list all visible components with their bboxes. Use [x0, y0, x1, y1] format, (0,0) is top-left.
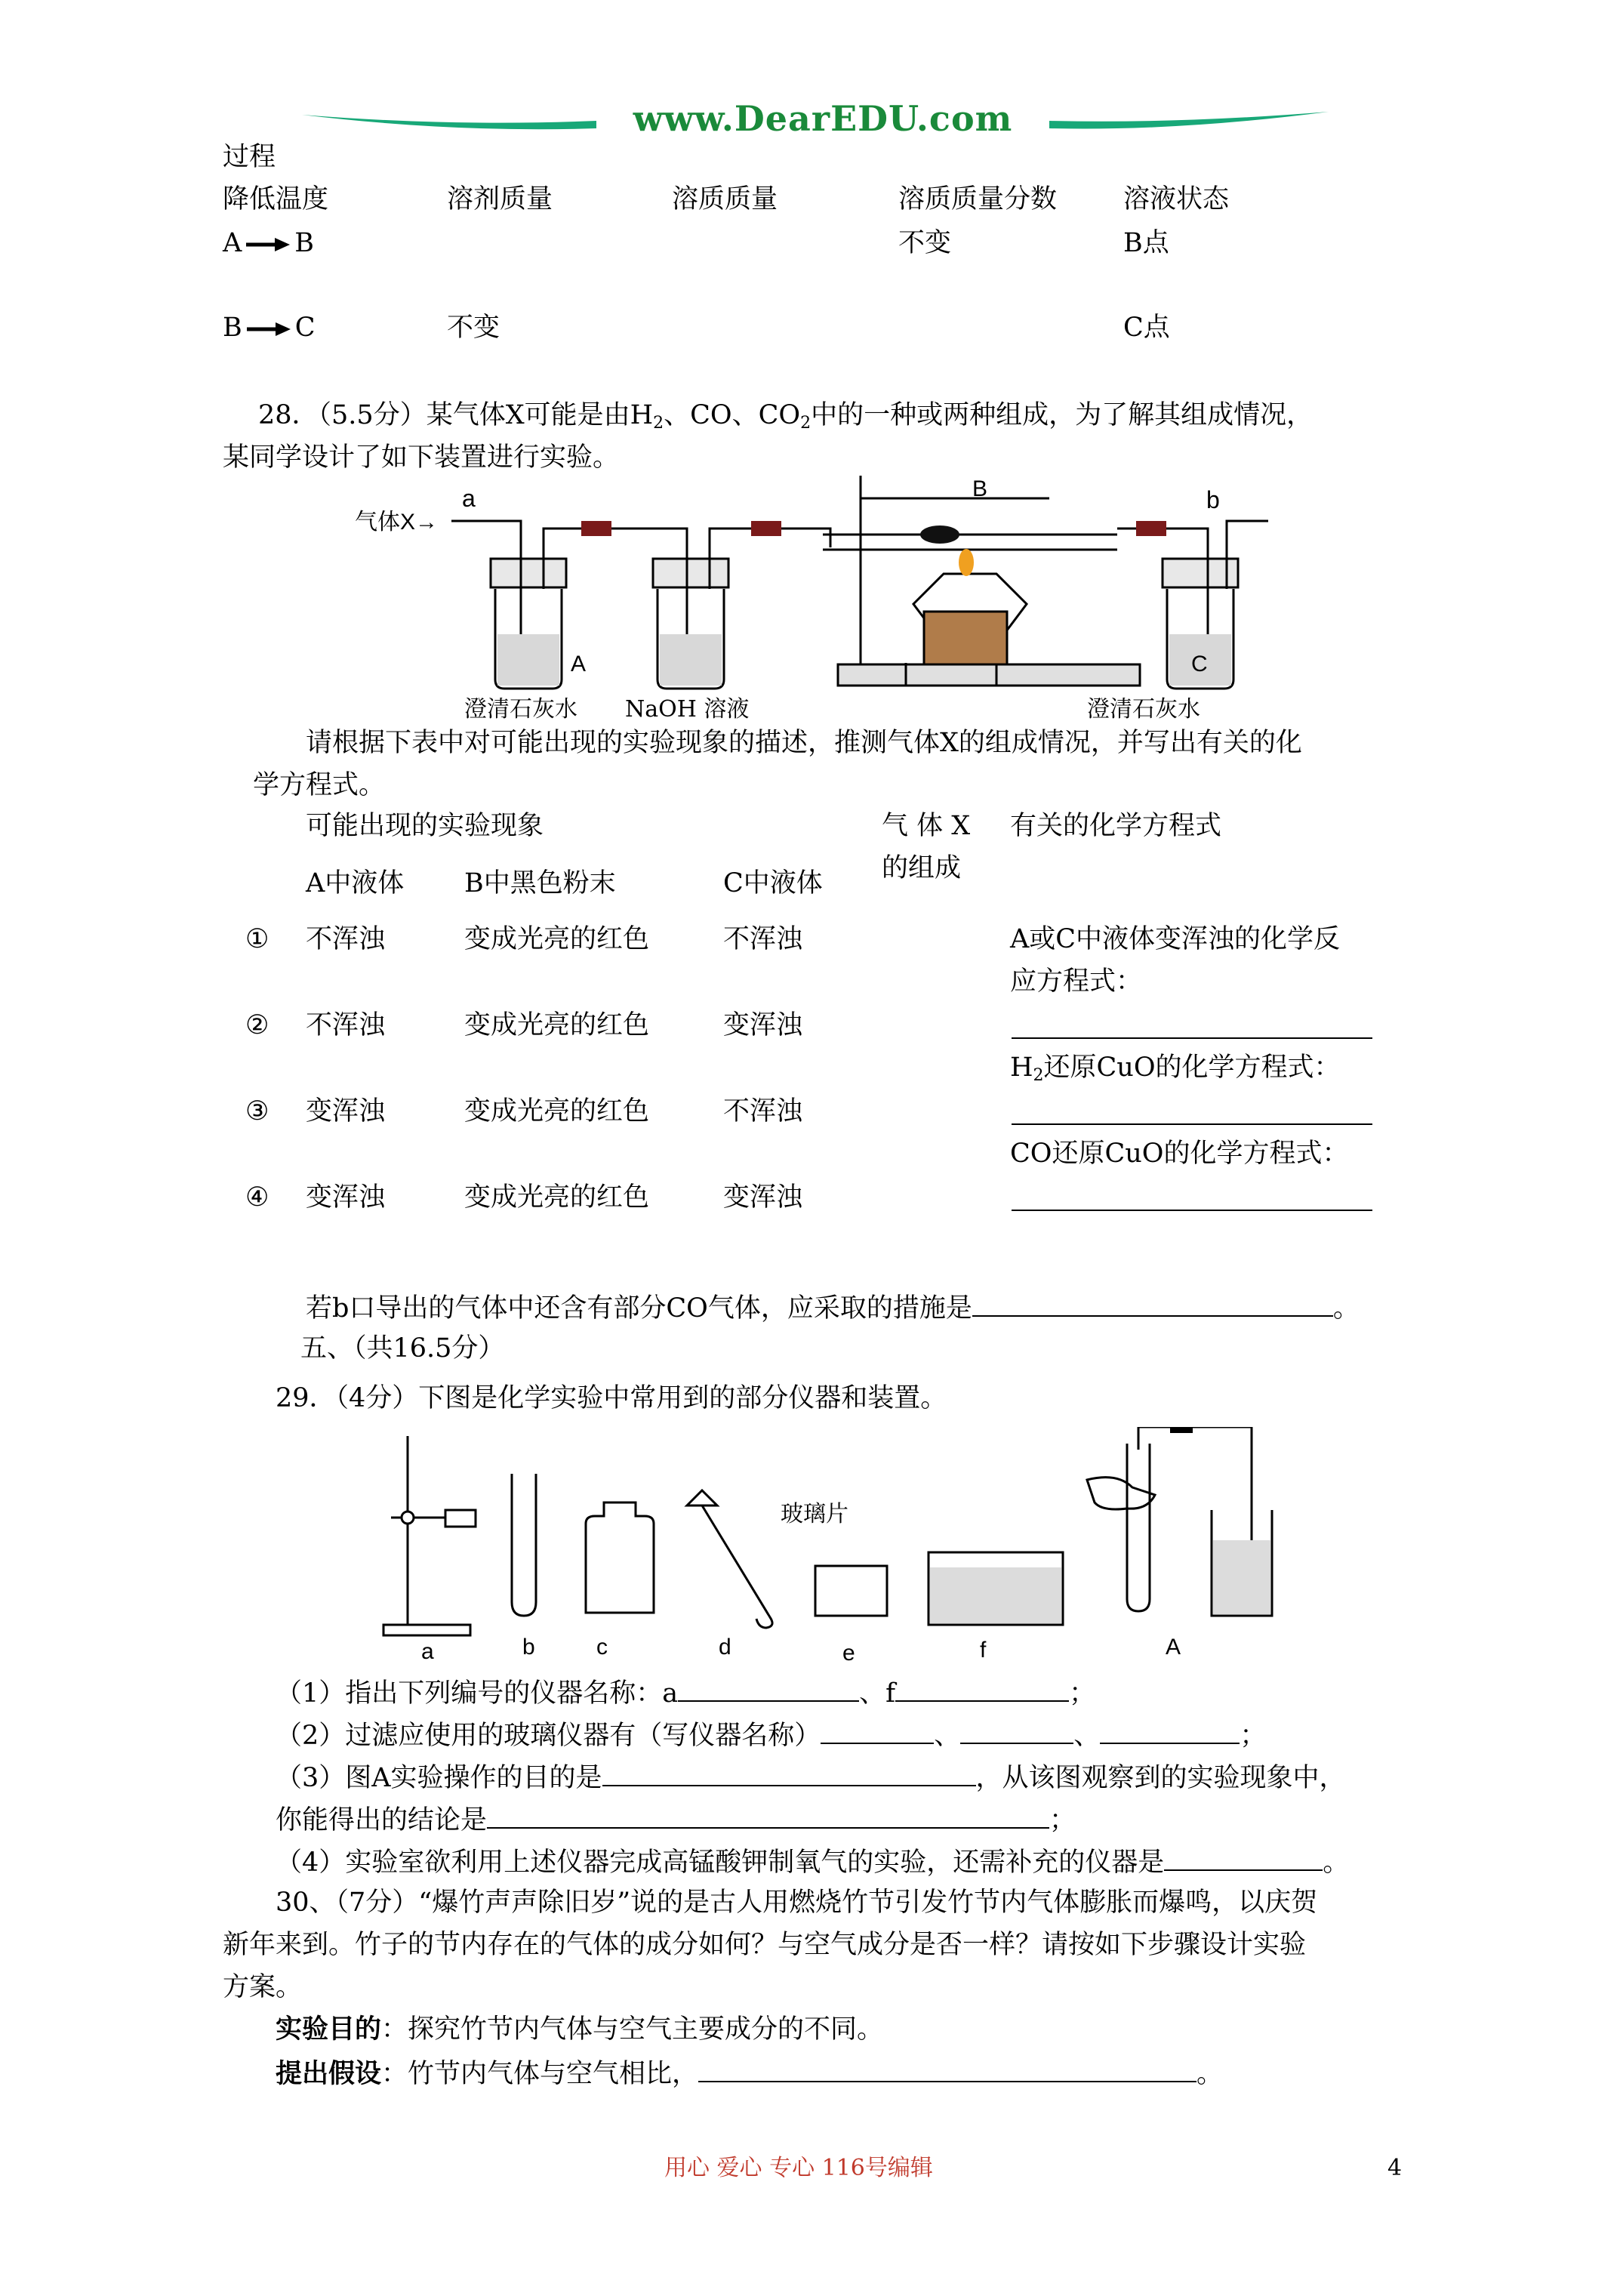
t2-row2-n: ② [245, 1010, 269, 1040]
t2-row1-b: 变成光亮的红色 [464, 924, 650, 954]
q30-hypothesis: 提出假设：竹节内气体与空气相比， 。 [276, 2055, 1223, 2091]
header-banner [302, 98, 1329, 143]
q29-part2: （2）过滤应使用的玻璃仪器有（写仪器名称） 、 、 ； [276, 1717, 1266, 1752]
t2-row3-c: 不浑浊 [723, 1096, 803, 1126]
glass-plate-label: 玻璃片 [781, 1502, 848, 1527]
process-label: 过程 [223, 142, 276, 172]
caption-limewater-2: 澄清石灰水 [1087, 696, 1200, 723]
blank-conclusion[interactable] [487, 1801, 1049, 1829]
inst-label-a: a [421, 1639, 434, 1664]
t2-row4-n: ④ [245, 1182, 269, 1213]
t2-row3-n: ③ [245, 1096, 269, 1126]
blank-hypothesis[interactable] [698, 2055, 1196, 2082]
t1-row1-fraction: 不变 [898, 228, 952, 258]
page-number: 4 [1387, 2155, 1403, 2181]
t2-row3-a: 变浑浊 [306, 1096, 386, 1126]
q30-line2: 新年来到。竹子的节内存在的气体的成分如何？与空气成分是否一样？请按如下步骤设计实验 [223, 1930, 1307, 1960]
section-5-title: 五、（共16.5分） [300, 1333, 505, 1364]
q28-measure: 若b口导出的气体中还含有部分CO气体，应采取的措施是 。 [306, 1290, 1360, 1325]
inst-label-c: c [596, 1635, 608, 1660]
t2-row4-a: 变浑浊 [306, 1182, 386, 1213]
q30-aim: 实验目的：探究竹节内气体与空气主要成分的不同。 [276, 2014, 884, 2045]
blank-f[interactable] [895, 1675, 1069, 1702]
q30-line3: 方案。 [223, 1972, 303, 2002]
caption-naoh: NaOH 溶液 [625, 696, 750, 723]
q29-part3-b: 你能得出的结论是 ； [276, 1801, 1076, 1837]
instruments-diagram [370, 1427, 1313, 1646]
t2-row3-b: 变成光亮的红色 [464, 1096, 650, 1126]
caption-limewater-1: 澄清石灰水 [464, 696, 577, 723]
eq2-label: $H_2$还原CuO的化学方程式： [1010, 1052, 1341, 1085]
tube-b-label: B [972, 476, 988, 501]
q29-part3: （3）图A实验操作的目的是 ，从该图观察到的实验现象中， [276, 1759, 1346, 1795]
t2-row4-c: 变浑浊 [723, 1182, 803, 1213]
footer-text: 用心 爱心 专心 116号编辑 [664, 2155, 933, 2181]
bottle-a-label: A [571, 652, 587, 676]
t1-h2: 溶质质量 [672, 184, 778, 214]
t2-row2-c: 变浑浊 [723, 1010, 803, 1040]
eq3-label: CO还原CuO的化学方程式： [1010, 1139, 1349, 1169]
bottle-c-label: C [1191, 652, 1208, 676]
t1-row2-state: C点 [1123, 313, 1170, 343]
inst-label-f: f [980, 1638, 987, 1663]
t2-row1-c: 不浑浊 [723, 924, 803, 954]
t1-row2-solvent: 不变 [447, 313, 500, 343]
inst-label-b: b [522, 1635, 535, 1660]
t1-h1: 溶剂质量 [447, 184, 553, 214]
t1-h3: 溶质质量分数 [898, 184, 1058, 214]
q28-instruction-2: 学方程式。 [253, 770, 386, 800]
site-title[interactable]: www.DearEDU.com [633, 98, 1013, 139]
t2-row1-n: ① [245, 924, 269, 954]
t1-h4: 溶液状态 [1123, 184, 1230, 214]
right-arrow-icon [245, 322, 292, 337]
eq1-blank[interactable] [1012, 1037, 1372, 1039]
blank-extra-instrument[interactable] [1164, 1844, 1323, 1871]
measure-blank[interactable] [972, 1290, 1333, 1317]
t2-h-comp1: 气 体 X [882, 811, 971, 841]
t2-sub-c: C中液体 [723, 868, 823, 898]
t2-row2-a: 不浑浊 [306, 1010, 386, 1040]
eq2-blank[interactable] [1012, 1123, 1372, 1125]
right-arrow-icon [245, 237, 291, 252]
blank-glass-2[interactable] [960, 1717, 1073, 1744]
q29-part1: （1）指出下列编号的仪器名称：a 、f ； [276, 1675, 1095, 1710]
t1-h0: 降低温度 [223, 184, 329, 214]
t2-h-eq: 有关的化学方程式 [1010, 811, 1222, 841]
inst-label-d: d [719, 1635, 731, 1660]
t2-row4-b: 变成光亮的红色 [464, 1182, 650, 1213]
t2-row1-a: 不浑浊 [306, 924, 386, 954]
blank-purpose[interactable] [602, 1759, 976, 1786]
blank-a[interactable] [678, 1675, 859, 1702]
t2-sub-a: A中液体 [306, 868, 405, 898]
t2-h-comp2: 的组成 [882, 853, 962, 883]
gas-x-label: 气体X→ [355, 510, 439, 535]
blank-glass-3[interactable] [1100, 1717, 1240, 1744]
inst-label-A: A [1166, 1635, 1181, 1660]
t1-row1-process: A B [223, 228, 315, 258]
q30-line1: 30、（7分）“爆竹声声除旧岁”说的是古人用燃烧竹节引发竹节内气体膨胀而爆鸣，以庆贺 [276, 1888, 1318, 1918]
q28-instruction-1: 请根据下表中对可能出现的实验现象的描述，推测气体X的组成情况，并写出有关的化 [306, 728, 1302, 758]
q28-line2: 某同学设计了如下装置进行实验。 [223, 442, 620, 473]
q28-line1: 28．（5.5分）某气体X可能是由$H_2$、CO、$CO_2$中的一种或两种组成，为了解其组成情况， [258, 400, 1313, 433]
q29-part4: （4）实验室欲利用上述仪器完成高锰酸钾制氧气的实验，还需补充的仪器是 。 [276, 1844, 1349, 1879]
eq1-line-b: 应方程式： [1010, 966, 1143, 997]
blank-glass-1[interactable] [821, 1717, 934, 1744]
q29-title: 29．（4分）下图是化学实验中常用到的部分仪器和装置。 [276, 1383, 947, 1413]
inst-label-e: e [842, 1641, 855, 1666]
t2-row2-b: 变成光亮的红色 [464, 1010, 650, 1040]
t1-row2-process: B C [223, 313, 316, 343]
port-a-label: a [462, 485, 476, 512]
t1-row1-state: B点 [1123, 228, 1169, 258]
t2-h-phen: 可能出现的实验现象 [306, 811, 544, 841]
eq1-line-a: A或C中液体变浑浊的化学反 [1010, 924, 1341, 954]
t2-sub-b: B中黑色粉末 [464, 868, 616, 898]
eq3-blank[interactable] [1012, 1210, 1372, 1211]
port-b-label: b [1206, 486, 1220, 513]
